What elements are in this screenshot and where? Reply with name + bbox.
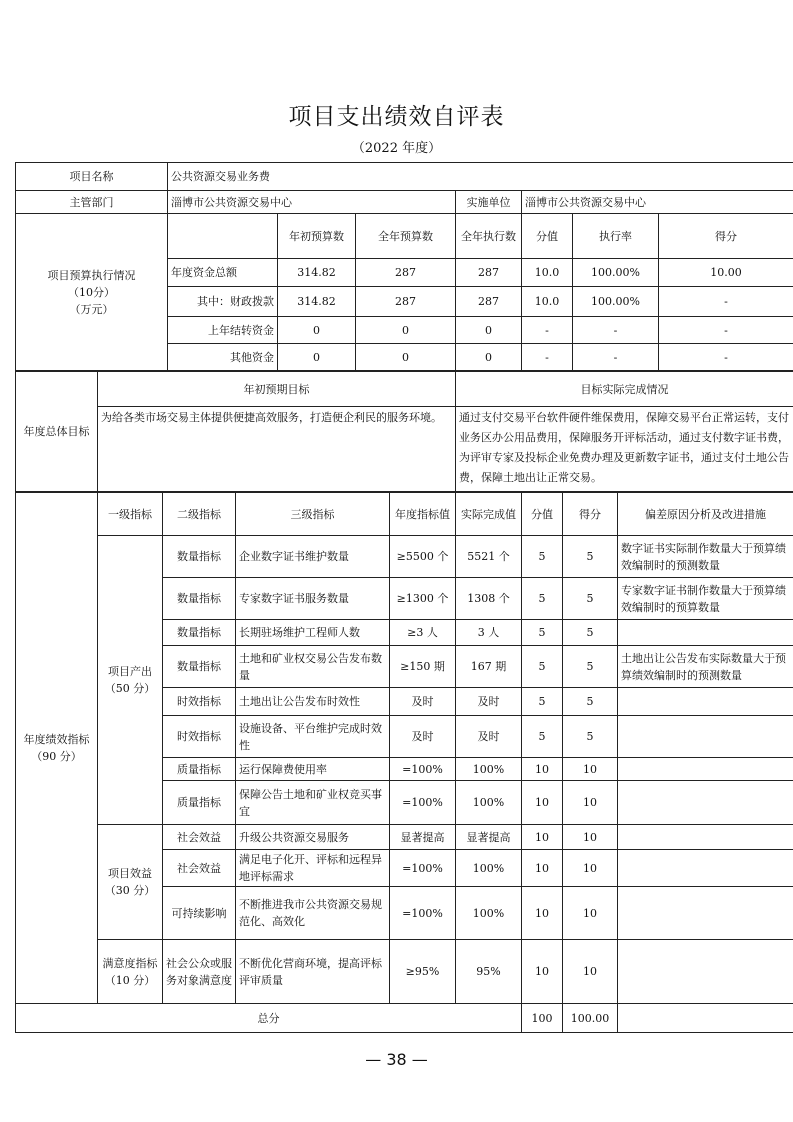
score: 10: [563, 758, 618, 781]
actual-value: 5521 个: [456, 536, 522, 578]
actual-value: 100%: [456, 850, 522, 887]
evaluation-table: [15, 162, 793, 1033]
value-cell: 287: [456, 287, 522, 317]
indicator-table: [15, 492, 793, 1033]
value-cell: -: [522, 317, 573, 344]
score: 5: [563, 688, 618, 716]
column-header: 偏差原因分析及改进措施: [618, 493, 793, 536]
level1-indicator: 满意度指标 （10 分）: [98, 940, 163, 1004]
level1-indicator: 项目效益 （30 分）: [98, 825, 163, 940]
weight: 5: [522, 578, 563, 620]
weight: 5: [522, 716, 563, 758]
value-cell: 100.00%: [573, 259, 659, 287]
level3-indicator: 土地出让公告发布时效性: [236, 688, 390, 716]
value-cell: -: [659, 344, 793, 371]
score: 10: [563, 850, 618, 887]
value-cell: 287: [356, 259, 456, 287]
expected-header: 年初预期目标: [98, 372, 456, 407]
weight: 10: [522, 940, 563, 1004]
indicator-row: [16, 825, 793, 850]
level3-indicator: 保障公告土地和矿业权竞买事宜: [236, 781, 390, 825]
goal-label: 年度总体目标: [16, 372, 98, 492]
deviation-note: [618, 716, 793, 758]
value-cell: 10.0: [522, 287, 573, 317]
level3-indicator: 专家数字证书服务数量: [236, 578, 390, 620]
target-value: 及时: [390, 688, 456, 716]
dept-label: 主管部门: [16, 191, 168, 214]
target-value: ≥95%: [390, 940, 456, 1004]
column-header: 得分: [659, 214, 793, 259]
weight: 10: [522, 850, 563, 887]
weight: 5: [522, 620, 563, 646]
level2-indicator: 质量指标: [163, 758, 236, 781]
deviation-note: 专家数字证书制作数量大于预算绩效编制时的预算数量: [618, 578, 793, 620]
value-cell: 0: [356, 317, 456, 344]
actual-value: 显著提高: [456, 825, 522, 850]
total-value: 100: [522, 1004, 563, 1033]
actual-value: 及时: [456, 688, 522, 716]
deviation-note: [618, 688, 793, 716]
level1-indicator: 项目产出 （50 分）: [98, 536, 163, 825]
level3-indicator: 升级公共资源交易服务: [236, 825, 390, 850]
value-cell: 10.00: [659, 259, 793, 287]
score: 5: [563, 716, 618, 758]
value-cell: -: [522, 344, 573, 371]
column-header: 二级指标: [163, 493, 236, 536]
total-label: 总分: [16, 1004, 522, 1033]
weight: 10: [522, 887, 563, 940]
column-header: 执行率: [573, 214, 659, 259]
target-value: =100%: [390, 850, 456, 887]
impl: 淄博市公共资源交易中心: [522, 191, 793, 214]
level2-indicator: 时效指标: [163, 688, 236, 716]
actual-value: 100%: [456, 758, 522, 781]
weight: 10: [522, 825, 563, 850]
level2-indicator: 时效指标: [163, 716, 236, 758]
actual-value: 95%: [456, 940, 522, 1004]
indicator-row: [16, 940, 793, 1004]
goal-table: [15, 371, 793, 492]
weight: 10: [522, 758, 563, 781]
target-value: ≥5500 个: [390, 536, 456, 578]
target-value: ≥1300 个: [390, 578, 456, 620]
value-cell: -: [659, 317, 793, 344]
indicator-label: 年度绩效指标 （90 分）: [16, 493, 98, 1004]
actual-value: 1308 个: [456, 578, 522, 620]
target-value: ≥150 期: [390, 646, 456, 688]
page-title: 项目支出绩效自评表: [288, 104, 505, 130]
row-label: 上年结转资金: [168, 317, 278, 344]
project-name-label: 项目名称: [16, 163, 168, 191]
value-cell: 0: [456, 344, 522, 371]
row-label: 其中：财政拨款: [168, 287, 278, 317]
actual-value: 167 期: [456, 646, 522, 688]
score: 10: [563, 825, 618, 850]
impl-label: 实施单位: [456, 191, 522, 214]
level3-indicator: 不断推进我市公共资源交易规范化、高效化: [236, 887, 390, 940]
indicator-row: [16, 536, 793, 578]
actual-value: 100%: [456, 887, 522, 940]
target-value: 及时: [390, 716, 456, 758]
column-header: 分值: [522, 493, 563, 536]
value-cell: 0: [278, 317, 356, 344]
deviation-note: [618, 940, 793, 1004]
actual-goal: 通过支付交易平台软件硬件维保费用，保障交易平台正常运转，支付业务区办公用品费用，保障服务开评标活动，通过支付数字证书费，为评审专家及投标企业免费办理及更新数字证书，通过支付土地公告费，保障土地出让正常交易。: [456, 407, 793, 492]
level3-indicator: 满足电子化开、评标和远程异地评标需求: [236, 850, 390, 887]
deviation-note: 土地出让公告发布实际数量大于预算绩效编制时的预测数量: [618, 646, 793, 688]
level2-indicator: 社会效益: [163, 825, 236, 850]
level2-indicator: 社会公众或服务对象满意度: [163, 940, 236, 1004]
actual-value: 及时: [456, 716, 522, 758]
column-header: 年度指标值: [390, 493, 456, 536]
column-header: 实际完成值: [456, 493, 522, 536]
level3-indicator: 设施设备、平台维护完成时效性: [236, 716, 390, 758]
target-value: =100%: [390, 758, 456, 781]
level3-indicator: 土地和矿业权交易公告发布数量: [236, 646, 390, 688]
score: 10: [563, 887, 618, 940]
value-cell: 287: [456, 259, 522, 287]
level2-indicator: 数量指标: [163, 620, 236, 646]
budget-label: 项目预算执行情况 （10分） （万元）: [16, 214, 168, 371]
value-cell: 314.82: [278, 259, 356, 287]
score: 5: [563, 578, 618, 620]
dept: 淄博市公共资源交易中心: [168, 191, 456, 214]
score: 10: [563, 940, 618, 1004]
level2-indicator: 数量指标: [163, 646, 236, 688]
value-cell: 287: [356, 287, 456, 317]
column-header: 分值: [522, 214, 573, 259]
level2-indicator: 数量指标: [163, 536, 236, 578]
value-cell: 100.00%: [573, 287, 659, 317]
value-cell: -: [659, 287, 793, 317]
column-header: 得分: [563, 493, 618, 536]
row-label: 其他资金: [168, 344, 278, 371]
level3-indicator: 不断优化营商环境，提高评标评审质量: [236, 940, 390, 1004]
level3-indicator: 企业数字证书维护数量: [236, 536, 390, 578]
total-score: 100.00: [563, 1004, 618, 1033]
column-header: 全年预算数: [356, 214, 456, 259]
column-header: 全年执行数: [456, 214, 522, 259]
deviation-note: [618, 758, 793, 781]
target-value: ≥3 人: [390, 620, 456, 646]
value-cell: 314.82: [278, 287, 356, 317]
value-cell: -: [573, 317, 659, 344]
actual-value: 100%: [456, 781, 522, 825]
budget-table: [15, 162, 793, 371]
weight: 5: [522, 646, 563, 688]
score: 5: [563, 536, 618, 578]
level2-indicator: 质量指标: [163, 781, 236, 825]
level3-indicator: 长期驻场维护工程师人数: [236, 620, 390, 646]
deviation-note: [618, 825, 793, 850]
weight: 5: [522, 536, 563, 578]
level2-indicator: 可持续影响: [163, 887, 236, 940]
page-subtitle: （2022 年度）: [351, 141, 442, 156]
column-header: 年初预算数: [278, 214, 356, 259]
score: 5: [563, 620, 618, 646]
expected-goal: 为给各类市场交易主体提供便捷高效服务，打造便企利民的服务环境。: [98, 407, 456, 492]
blank-cell: [168, 214, 278, 259]
column-header: 三级指标: [236, 493, 390, 536]
deviation-note: [618, 620, 793, 646]
page-number: — 38 —: [365, 1050, 428, 1069]
blank-cell: [618, 1004, 793, 1033]
weight: 5: [522, 688, 563, 716]
deviation-note: [618, 887, 793, 940]
project-name: 公共资源交易业务费: [168, 163, 793, 191]
value-cell: 10.0: [522, 259, 573, 287]
weight: 10: [522, 781, 563, 825]
level2-indicator: 社会效益: [163, 850, 236, 887]
actual-header: 目标实际完成情况: [456, 372, 793, 407]
value-cell: 0: [456, 317, 522, 344]
value-cell: 0: [278, 344, 356, 371]
row-label: 年度资金总额: [168, 259, 278, 287]
target-value: =100%: [390, 781, 456, 825]
target-value: =100%: [390, 887, 456, 940]
target-value: 显著提高: [390, 825, 456, 850]
score: 10: [563, 781, 618, 825]
value-cell: -: [573, 344, 659, 371]
score: 5: [563, 646, 618, 688]
deviation-note: [618, 850, 793, 887]
column-header: 一级指标: [98, 493, 163, 536]
value-cell: 0: [356, 344, 456, 371]
level3-indicator: 运行保障费使用率: [236, 758, 390, 781]
deviation-note: 数字证书实际制作数量大于预算绩效编制时的预测数量: [618, 536, 793, 578]
level2-indicator: 数量指标: [163, 578, 236, 620]
actual-value: 3 人: [456, 620, 522, 646]
deviation-note: [618, 781, 793, 825]
